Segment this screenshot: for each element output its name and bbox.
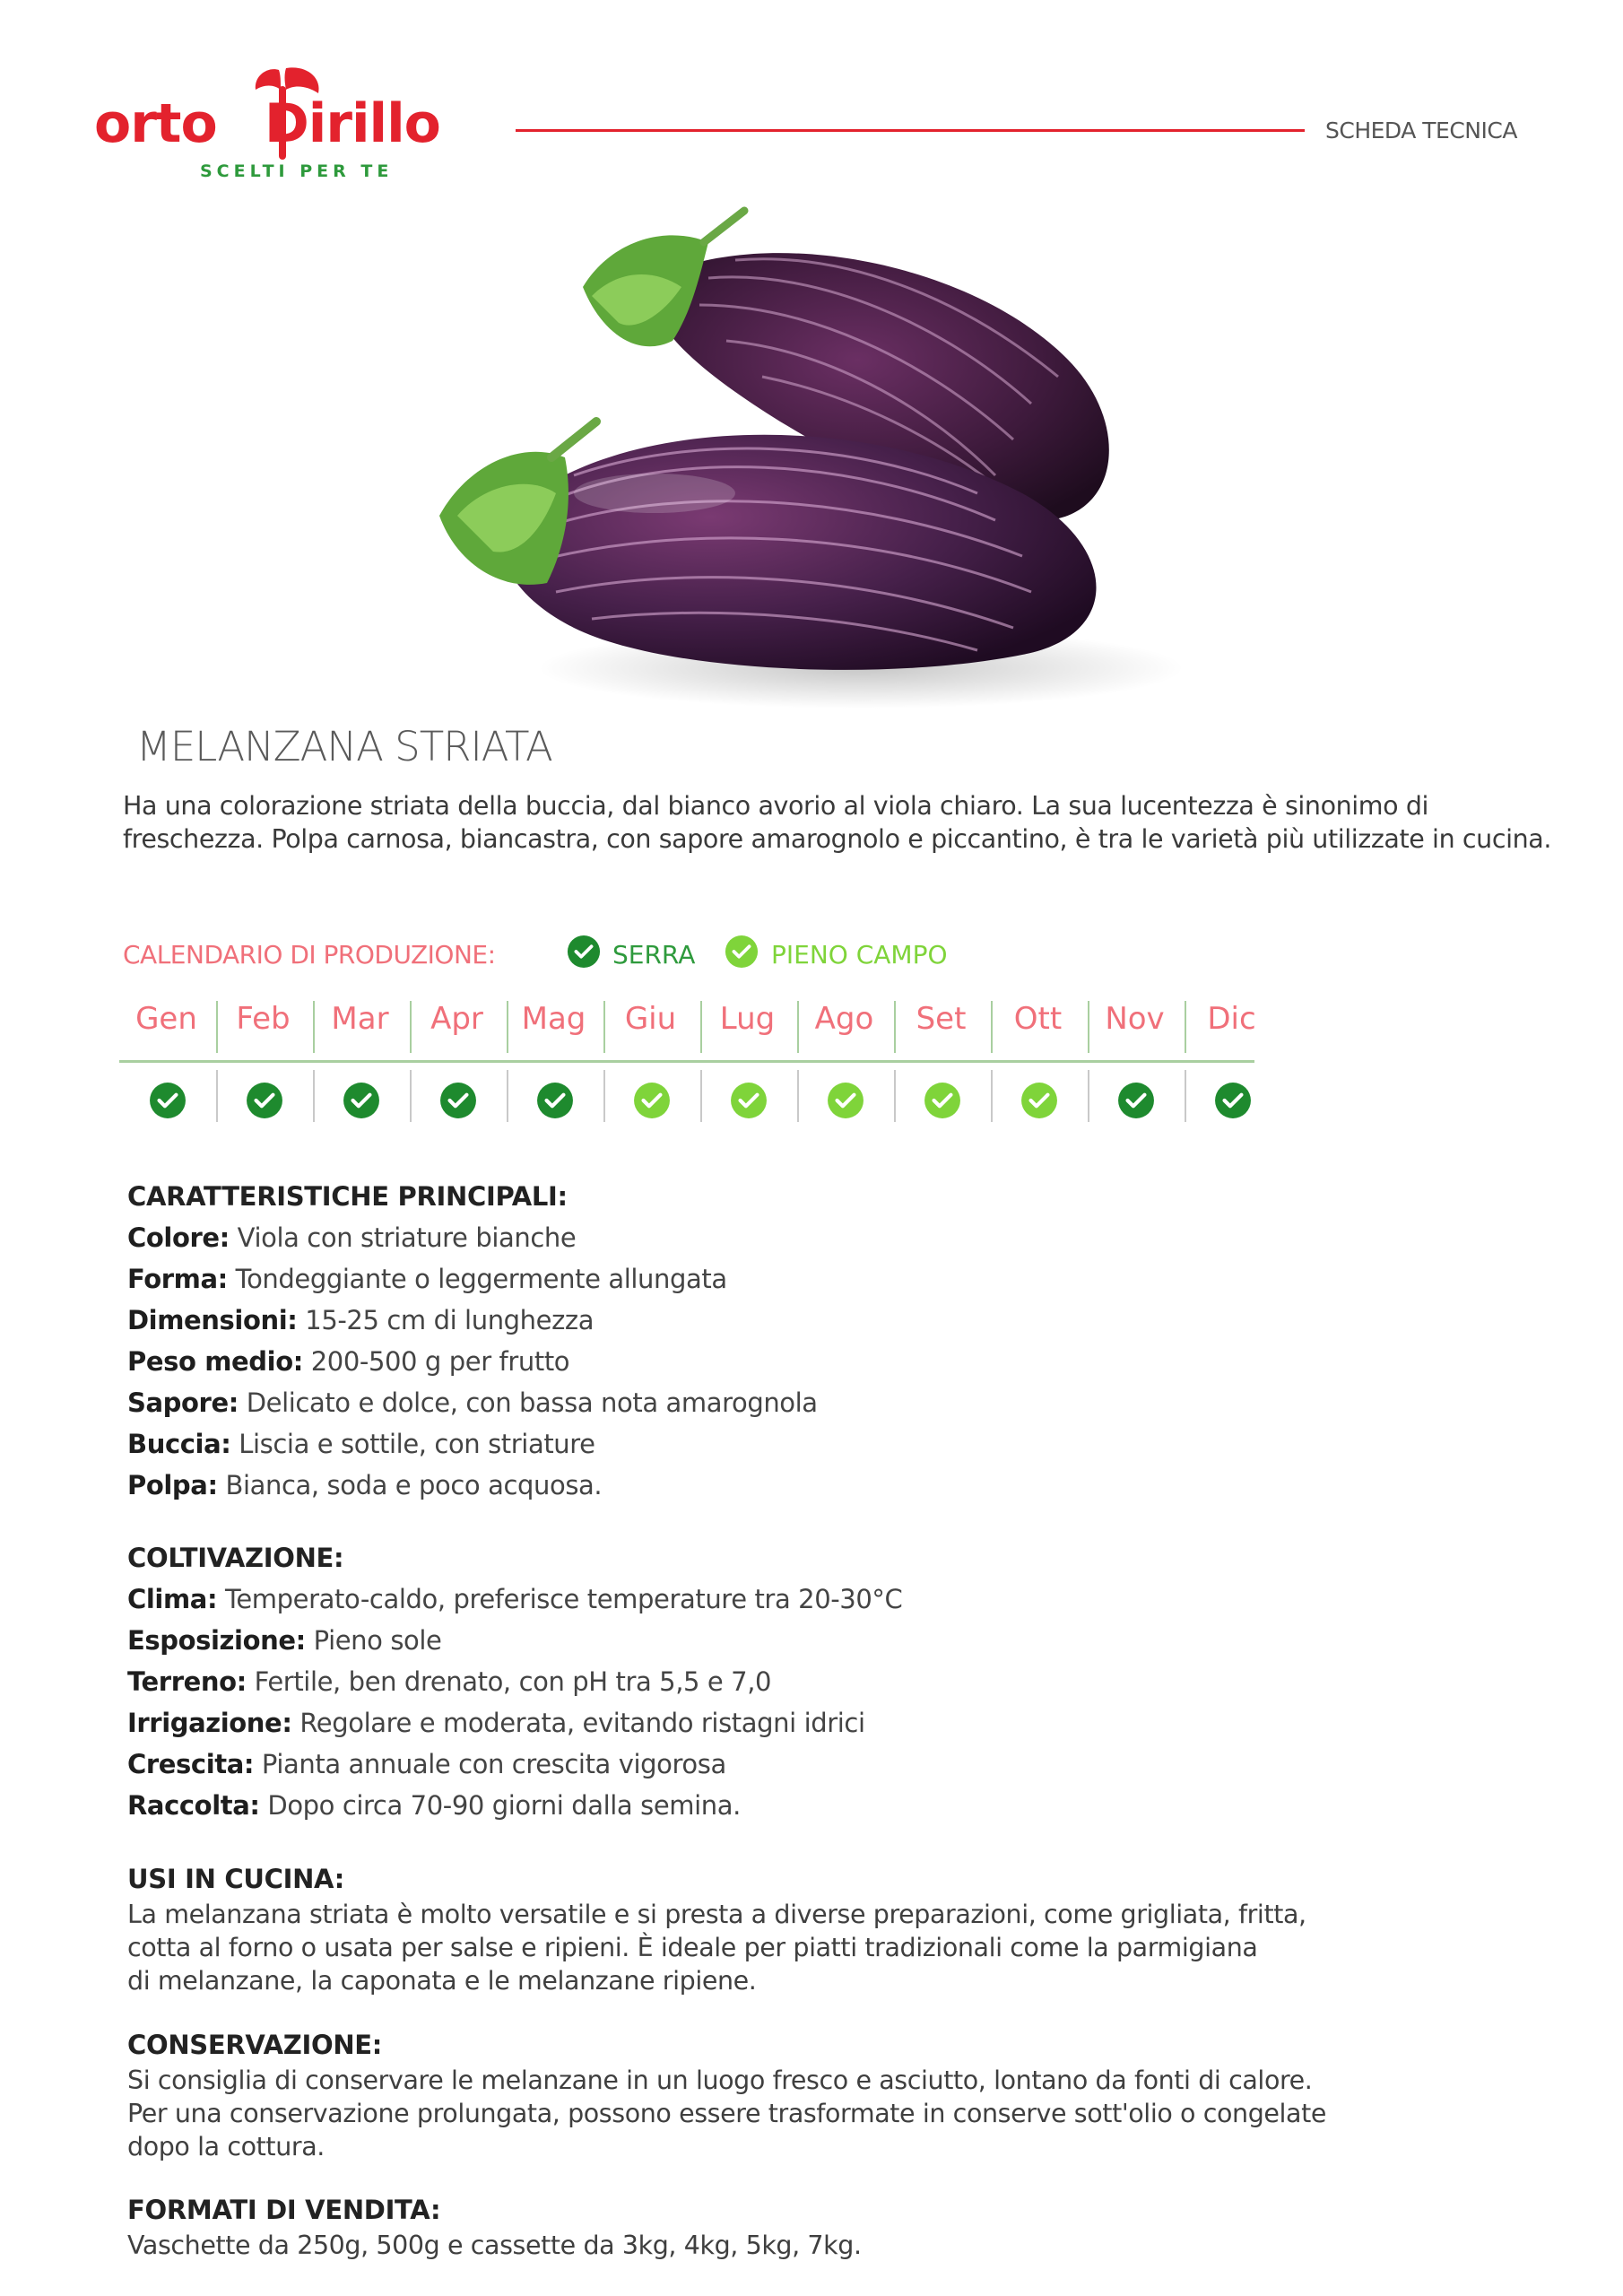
month-divider xyxy=(410,1070,412,1122)
month-lug xyxy=(700,996,794,1112)
spec-row-forma: Forma: Tondeggiante o leggermente allungata xyxy=(127,1264,727,1294)
legend-label-pieno-campo: PIENO CAMPO xyxy=(771,940,948,970)
month-divider xyxy=(216,1070,218,1122)
text-line: dopo la cottura. xyxy=(127,2132,325,2161)
section-heading-caratteristiche: CARATTERISTICHE PRINCIPALI: xyxy=(127,1181,568,1212)
spec-row-clima: Clima: Temperato-caldo, preferisce temperature tra 20-30°C xyxy=(127,1584,903,1614)
spec-row-polpa: Polpa: Bianca, soda e poco acquosa. xyxy=(127,1470,603,1500)
month-divider xyxy=(894,1070,896,1122)
month-label: Nov xyxy=(1105,1001,1165,1037)
legend-label-serra: SERRA xyxy=(612,940,696,970)
check-circle-icon xyxy=(633,1082,671,1119)
product-title: MELANZANA STRIATA xyxy=(136,723,552,770)
month-label: Feb xyxy=(236,1001,291,1037)
check-circle-icon xyxy=(246,1082,283,1119)
spec-row-peso-medio: Peso medio: 200-500 g per frutto xyxy=(127,1346,570,1377)
spec-row-esposizione: Esposizione: Pieno sole xyxy=(127,1625,442,1656)
text-line: La melanzana striata è molto versatile e si presta a diverse preparazioni, come grigliata, fritta, xyxy=(127,1900,1306,1929)
check-circle-icon xyxy=(924,1082,961,1119)
month-feb xyxy=(216,996,310,1112)
month-dic xyxy=(1185,996,1279,1112)
text-line: Vaschette da 250g, 500g e cassette da 3kg, 4kg, 5kg, 7kg. xyxy=(127,2231,862,2260)
check-circle-icon xyxy=(725,935,759,969)
month-label: Mar xyxy=(331,1001,389,1037)
formati-paragraph xyxy=(127,2229,1428,2262)
check-circle-icon xyxy=(439,1082,477,1119)
spec-row-raccolta: Raccolta: Dopo circa 70-90 giorni dalla semina. xyxy=(127,1790,741,1821)
eggplant-photo xyxy=(439,206,1228,735)
month-label: Ago xyxy=(814,1001,874,1037)
check-circle-icon xyxy=(536,1082,574,1119)
month-label: Gen xyxy=(135,1001,197,1037)
spec-row-irrigazione: Irrigazione: Regolare e moderata, evitando ristagni idrici xyxy=(127,1708,865,1738)
logo-word-orto: orto xyxy=(94,92,217,155)
text-line: cotta al forno o usata per salse e ripieni. È ideale per piatti tradizionali come la parmigiana xyxy=(127,1933,1258,1962)
document-type: SCHEDA TECNICA xyxy=(1325,117,1517,144)
month-set xyxy=(894,996,988,1112)
text-line: Si consiglia di conservare le melanzane in un luogo fresco e asciutto, lontano da fonti di calore. xyxy=(127,2066,1313,2095)
month-label: Giu xyxy=(624,1001,677,1037)
section-heading-usi: USI IN CUCINA: xyxy=(127,1864,345,1894)
spec-row-dimensioni: Dimensioni: 15-25 cm di lunghezza xyxy=(127,1305,595,1335)
check-circle-icon xyxy=(827,1082,864,1119)
check-circle-icon xyxy=(730,1082,768,1119)
month-mar xyxy=(313,996,407,1112)
month-nov xyxy=(1088,996,1182,1112)
text-line: di melanzane, la caponata e le melanzane ripiene. xyxy=(127,1966,757,1996)
check-circle-icon xyxy=(567,935,601,969)
text-line: Per una conservazione prolungata, possono essere trasformate in conserve sott'olio o congelate xyxy=(127,2099,1327,2128)
month-label: Set xyxy=(916,1001,967,1037)
month-divider xyxy=(507,1070,508,1122)
spec-row-sapore: Sapore: Delicato e dolce, con bassa nota amarognola xyxy=(127,1387,818,1418)
product-description: Ha una colorazione striata della buccia, dal bianco avorio al viola chiaro. La sua lucentezza è sinonimo di freschezza. Polpa carnosa, biancastra, con sapore amarognolo e piccantino, è tra le varietà più utilizzate in cucina. xyxy=(123,791,1551,854)
month-label: Mag xyxy=(521,1001,586,1037)
spec-row-crescita: Crescita: Pianta annuale con crescita vigorosa xyxy=(127,1749,726,1779)
month-label: Ott xyxy=(1013,1001,1063,1037)
section-heading-conservazione: CONSERVAZIONE: xyxy=(127,2030,383,2060)
check-circle-icon xyxy=(343,1082,380,1119)
month-gen xyxy=(119,996,213,1112)
month-divider xyxy=(1185,1070,1186,1122)
check-circle-icon xyxy=(1214,1082,1252,1119)
calendar-title: CALENDARIO DI PRODUZIONE: xyxy=(123,940,496,970)
logo-word-dirillo: Dirillo xyxy=(265,92,440,155)
month-divider xyxy=(700,1070,702,1122)
section-heading-formati: FORMATI DI VENDITA: xyxy=(127,2195,441,2225)
month-label: Lug xyxy=(719,1001,776,1037)
header-rule xyxy=(516,129,1305,132)
month-divider xyxy=(991,1070,993,1122)
conservazione-paragraph xyxy=(127,2064,1428,2163)
check-circle-icon xyxy=(1020,1082,1058,1119)
month-mag xyxy=(507,996,601,1112)
month-label: Dic xyxy=(1207,1001,1256,1037)
month-calendar xyxy=(119,996,1254,1112)
month-divider xyxy=(313,1070,315,1122)
month-divider xyxy=(797,1070,799,1122)
usi-paragraph xyxy=(127,1898,1428,1997)
spec-row-colore: Colore: Viola con striature bianche xyxy=(127,1222,577,1253)
month-label: Apr xyxy=(430,1001,483,1037)
month-giu xyxy=(603,996,698,1112)
logo-tagline: SCELTI PER TE xyxy=(200,161,394,181)
section-heading-coltivazione: COLTIVAZIONE: xyxy=(127,1543,344,1573)
spec-row-terreno: Terreno: Fertile, ben drenato, con pH tra 5,5 e 7,0 xyxy=(127,1666,772,1697)
check-circle-icon xyxy=(149,1082,187,1119)
month-divider xyxy=(1088,1070,1089,1122)
month-divider xyxy=(603,1070,605,1122)
month-ott xyxy=(991,996,1085,1112)
spec-row-buccia: Buccia: Liscia e sottile, con striature xyxy=(127,1429,595,1459)
brand-logo xyxy=(94,63,507,197)
month-ago xyxy=(797,996,891,1112)
month-apr xyxy=(410,996,504,1112)
check-circle-icon xyxy=(1117,1082,1155,1119)
